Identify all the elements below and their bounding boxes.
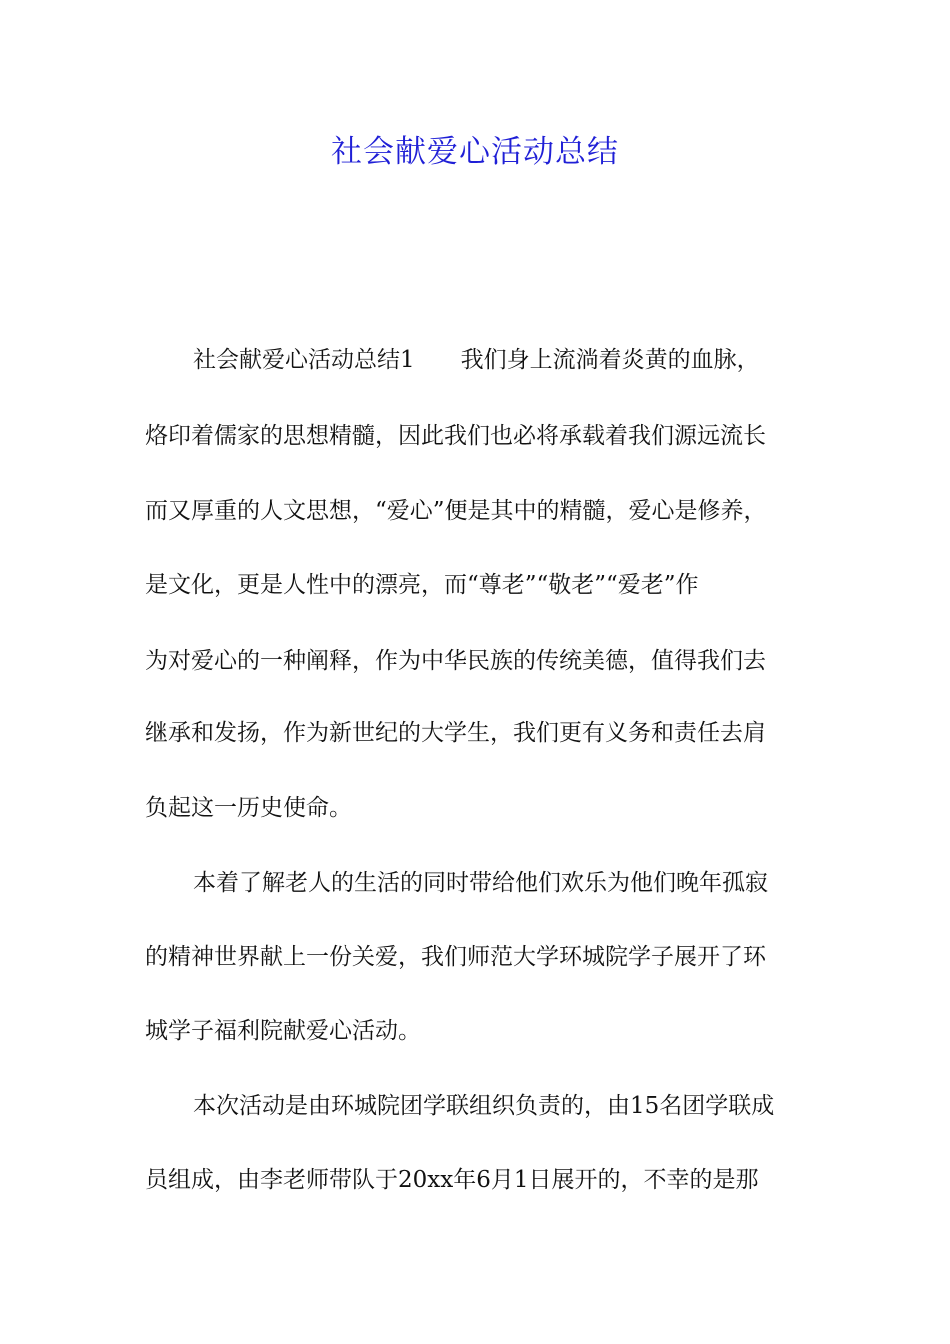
paragraph-3-line-1: 本次活动是由环城院团学联组织负责的，由15名团学联成 xyxy=(193,1093,775,1119)
paragraph-1-line-6: 继承和发扬，作为新世纪的大学生，我们更有义务和责任去肩 xyxy=(145,720,766,746)
paragraph-1-line-3: 而又厚重的人文思想，“爱心”便是其中的精髓，爱心是修养， xyxy=(145,498,767,524)
paragraph-2-line-2: 的精神世界献上一份关爱，我们师范大学环城院学子展开了环 xyxy=(145,944,766,970)
paragraph-1-line-5: 为对爱心的一种阐释，作为中华民族的传统美德，值得我们去 xyxy=(145,648,766,674)
paragraph-1-line-7: 负起这一历史使命。 xyxy=(145,795,352,821)
paragraph-1-line-1: 社会献爱心活动总结1 我们身上流淌着炎黄的血脉， xyxy=(193,347,760,373)
paragraph-1-line-4: 是文化，更是人性中的漂亮，而“尊老”“敬老”“爱老”作 xyxy=(145,572,699,598)
paragraph-1-line-2: 烙印着儒家的思想精髓，因此我们也必将承载着我们源远流长 xyxy=(145,423,766,449)
paragraph-3-line-2: 员组成，由李老师带队于20xx年6月1日展开的，不幸的是那 xyxy=(145,1167,759,1193)
paragraph-2-line-3: 城学子福利院献爱心活动。 xyxy=(145,1018,421,1044)
paragraph-2-line-1: 本着了解老人的生活的同时带给他们欢乐为他们晚年孤寂 xyxy=(193,870,768,896)
document-title: 社会献爱心活动总结 xyxy=(331,134,619,170)
